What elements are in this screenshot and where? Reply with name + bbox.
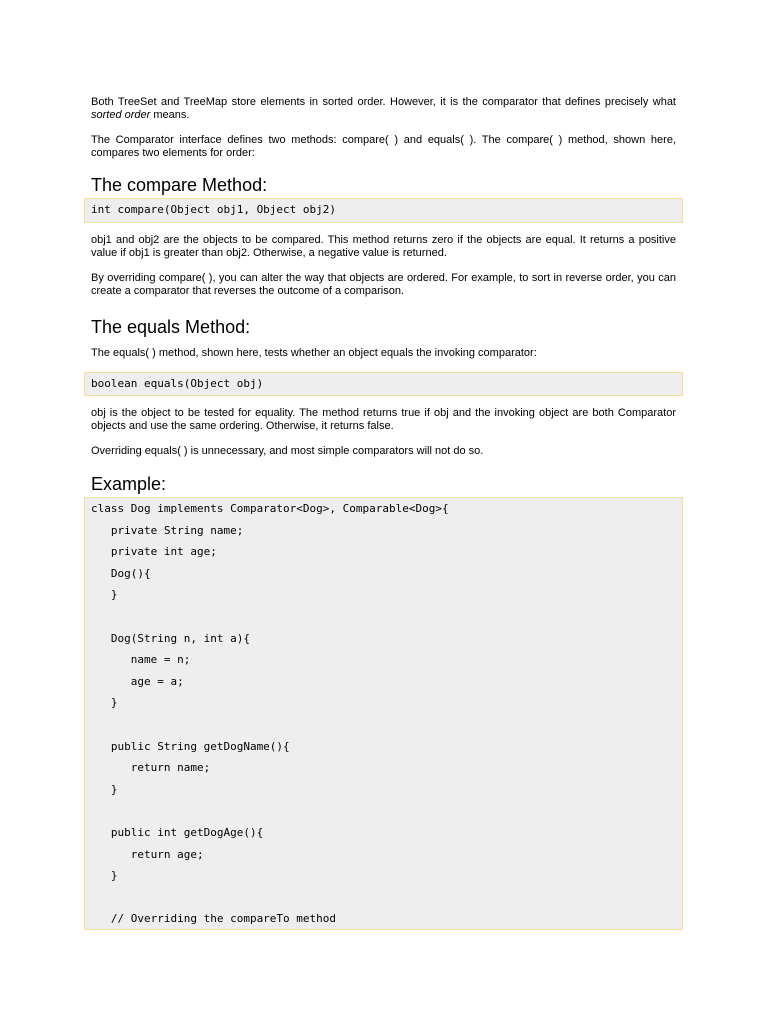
code-line [91,714,676,736]
code-line: public String getDogName(){ [91,739,290,753]
example-code-lines [91,498,676,930]
equals-code-line: boolean equals(Object obj) [91,377,264,390]
code-line: Dog(){ [91,566,151,580]
code-line: } [91,588,118,602]
code-line: private String name; [91,523,244,537]
intro-text-before: Both TreeSet and TreeMap store elements in sorted order. However, it is the comparator that defines precisely what [91,96,676,108]
intro-text-after: means. [150,109,190,121]
code-line [91,800,676,822]
intro-paragraph-1 [91,96,676,122]
equals-heading: The equals Method: [91,317,251,337]
equals-code-block [84,372,683,396]
code-line: class Dog implements Comparator<Dog>, Comparable<Dog>{ [91,502,449,515]
code-line: // Overriding the compareTo method [91,912,337,926]
code-line: private int age; [91,545,217,559]
compare-paragraph-2: By overriding compare( ), you can alter the way that objects are ordered. For example, to sort in reverse order, you can create a comparator that reverses the outcome of a comparison. [91,272,676,297]
document-page [91,96,676,930]
compare-code-line: int compare(Object obj1, Object obj2) [91,203,337,216]
code-line: Dog(String n, int a){ [91,631,250,645]
compare-heading: The compare Method: [91,175,268,195]
equals-paragraph-3: Overriding equals( ) is unnecessary, and most simple comparators will not do so. [91,445,484,457]
code-line: } [91,696,118,710]
compare-code-block [84,198,683,223]
code-line: return name; [91,761,211,775]
compare-paragraph-1: obj1 and obj2 are the objects to be compared. This method returns zero if the objects are equal. It returns a positive value if obj1 is greater than obj2. Otherwise, a negative value is returned. [91,234,676,259]
code-line [91,887,676,909]
equals-paragraph-1: The equals( ) method, shown here, tests whether an object equals the invoking comparator: [91,347,537,359]
intro-paragraph-2: The Comparator interface defines two methods: compare( ) and equals( ). The compare( ) method, shown here, compares two elements for order: [91,134,676,159]
code-line: age = a; [91,674,184,688]
code-line [91,606,676,628]
example-code-block [84,497,683,930]
example-heading: Example: [91,474,167,494]
equals-paragraph-2: obj is the object to be tested for equality. The method returns true if obj and the invoking object are both Comparator objects and use the same ordering. Otherwise, it returns false. [91,407,676,432]
code-line: name = n; [91,653,191,667]
code-line: } [91,869,118,883]
code-line: } [91,782,118,796]
code-line: public int getDogAge(){ [91,825,264,839]
code-line: return age; [91,847,204,861]
intro-emphasis: sorted order [91,109,151,121]
